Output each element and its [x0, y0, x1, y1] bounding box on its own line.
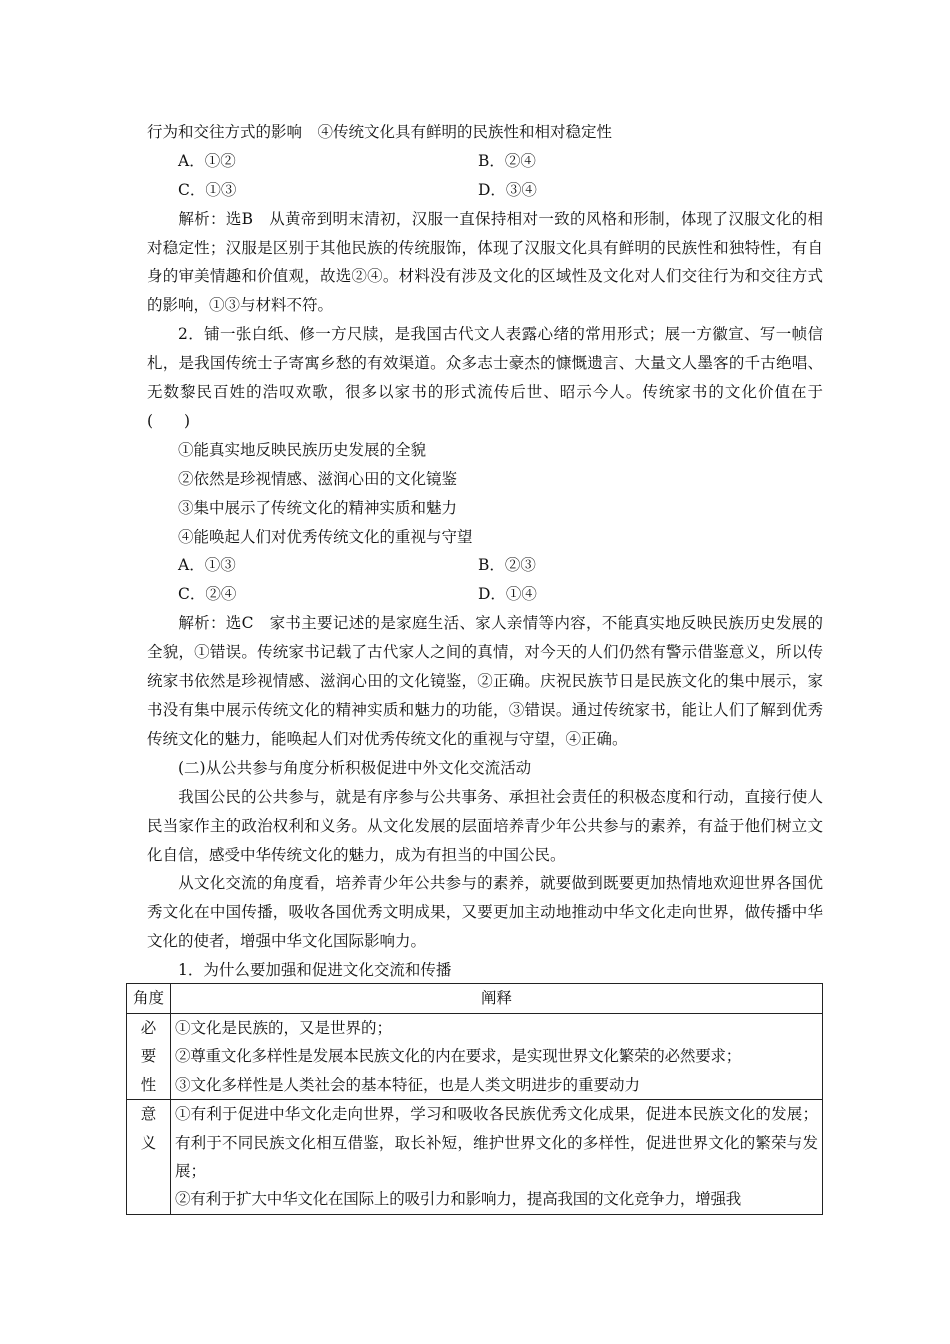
- q2-stem-text: 2．铺一张白纸、修一方尺牍，是我国古代文人表露心绪的常用形式；展一方徽宣、写一帧信札，是我国传统士子寄寓乡愁的有效渠道。众多志士豪杰的慷慨遗言、大量文人墨客的千古绝唱、无数黎民百姓的浩叹欢歌，很多以家书的形式流传后世、昭示今人。传统家书的文化价值在于( ): [147, 325, 823, 431]
- q1-analysis-text: 解析：选B 从黄帝到明末清初，汉服一直保持相对一致的风格和形制，体现了汉服文化的相对稳定性；汉服是区别于其他民族的传统服饰，体现了汉服文化具有鲜明的民族性和独特性，有自身的审美情趣和价值观，故选②④。材料没有涉及文化的区域性及文化对人们交往行为和交往方式的影响，①③与材料不符。: [147, 209, 823, 315]
- q2-item-4: ④能唤起人们对优秀传统文化的重视与守望: [178, 527, 473, 546]
- option-a: A．①②: [178, 151, 236, 170]
- key-char: 义: [140, 1133, 157, 1152]
- key-char: 要: [140, 1047, 157, 1066]
- q2-analysis: [147, 609, 823, 754]
- option-b: B．②④: [478, 151, 536, 170]
- header-explanation: 阐释: [171, 984, 823, 1014]
- row-content-significance: [171, 1100, 823, 1215]
- row-content-necessity: [171, 1014, 823, 1100]
- option-c: C．①③: [178, 180, 237, 199]
- q2-analysis-text: 解析：选C 家书主要记述的是家庭生活、家人亲情等内容，不能真实地反映民族历史发展的全貌，①错误。传统家书记载了古代家人之间的真情，对今天的人们仍然有警示借鉴意义，所以传统家书依然是珍视情感、滋润心田的文化镜鉴，②正确。庆祝民族节日是民族文化的集中展示，家书没有集中展示传统文化的精神实质和魅力的功能，③错误。通过传统家书，能让人们了解到优秀传统文化的魅力，能唤起人们对优秀传统文化的重视与守望，④正确。: [147, 614, 823, 748]
- option-d: D．①④: [478, 585, 537, 604]
- q2-item-1: ①能真实地反映民族历史发展的全貌: [178, 440, 427, 459]
- significance-point-2: ②有利于扩大中华文化在国际上的吸引力和影响力，提高我国的文化竞争力，增强我: [175, 1190, 742, 1209]
- necessity-point-1: ①文化是民族的，又是世界的；: [175, 1019, 393, 1037]
- row-key-necessity: [127, 1014, 171, 1100]
- key-char: 性: [140, 1075, 157, 1094]
- subsection-title: 1．为什么要加强和促进文化交流和传播: [178, 961, 452, 980]
- necessity-point-3: ③文化多样性是人类社会的基本特征，也是人类文明进步的重要动力: [175, 1075, 641, 1094]
- key-char: 意: [140, 1105, 157, 1124]
- section-p1-text: 我国公民的公共参与，就是有序参与公共事务、承担社会责任的积极态度和行动，直接行使人民当家作主的政治权利和义务。从文化发展的层面培养青少年公共参与的素养，有益于他们树立文化自信，感受中华传统文化的魅力，成为有担当的中国公民。: [147, 787, 823, 864]
- q1-tail-line: 行为和交往方式的影响 ④传统文化具有鲜明的民族性和相对稳定性: [147, 123, 613, 141]
- option-b: B．②③: [478, 556, 536, 575]
- section-title: (二)从公共参与角度分析积极促进中外文化交流活动: [178, 758, 532, 777]
- explanation-table: [126, 983, 823, 1215]
- key-char: 必: [140, 1019, 157, 1037]
- option-a: A．①③: [178, 556, 236, 575]
- table-header-row: [127, 984, 823, 1014]
- q1-options-row1: [147, 147, 823, 176]
- significance-point-1: ①有利于促进中华文化走向世界，学习和吸收各民族优秀文化成果，促进本民族文化的发展；有利于不同民族文化相互借鉴，取长补短，维护世界文化的多样性，促进世界文化的繁荣与发展；: [175, 1105, 818, 1181]
- option-c: C．②④: [178, 585, 237, 604]
- q1-options-row2: [147, 176, 823, 205]
- section-paragraph-1: [147, 783, 823, 870]
- option-d: D．③④: [478, 180, 537, 199]
- necessity-point-2: ②尊重文化多样性是发展本民族文化的内在要求，是实现世界文化繁荣的必然要求；: [175, 1047, 742, 1066]
- q2-options-row1: [147, 551, 823, 580]
- q2-options-row2: [147, 580, 823, 609]
- table-row-significance: [127, 1100, 823, 1215]
- q2-item-2: ②依然是珍视情感、滋润心田的文化镜鉴: [178, 469, 458, 488]
- q1-analysis: [147, 205, 823, 321]
- row-key-significance: [127, 1100, 171, 1215]
- content: [147, 118, 823, 985]
- section-paragraph-2: [147, 869, 823, 956]
- q2-item-3: ③集中展示了传统文化的精神实质和魅力: [178, 498, 458, 517]
- table-row-necessity: [127, 1014, 823, 1100]
- header-angle: 角度: [127, 984, 171, 1014]
- q2-stem: [147, 320, 823, 436]
- section-p2-text: 从文化交流的角度看，培养青少年公共参与的素养，就要做到既要更加热情地欢迎世界各国优秀文化在中国传播，吸收各国优秀文明成果，又要更加主动地推动中华文化走向世界，做传播中华文化的使者，增强中华文化国际影响力。: [147, 874, 823, 951]
